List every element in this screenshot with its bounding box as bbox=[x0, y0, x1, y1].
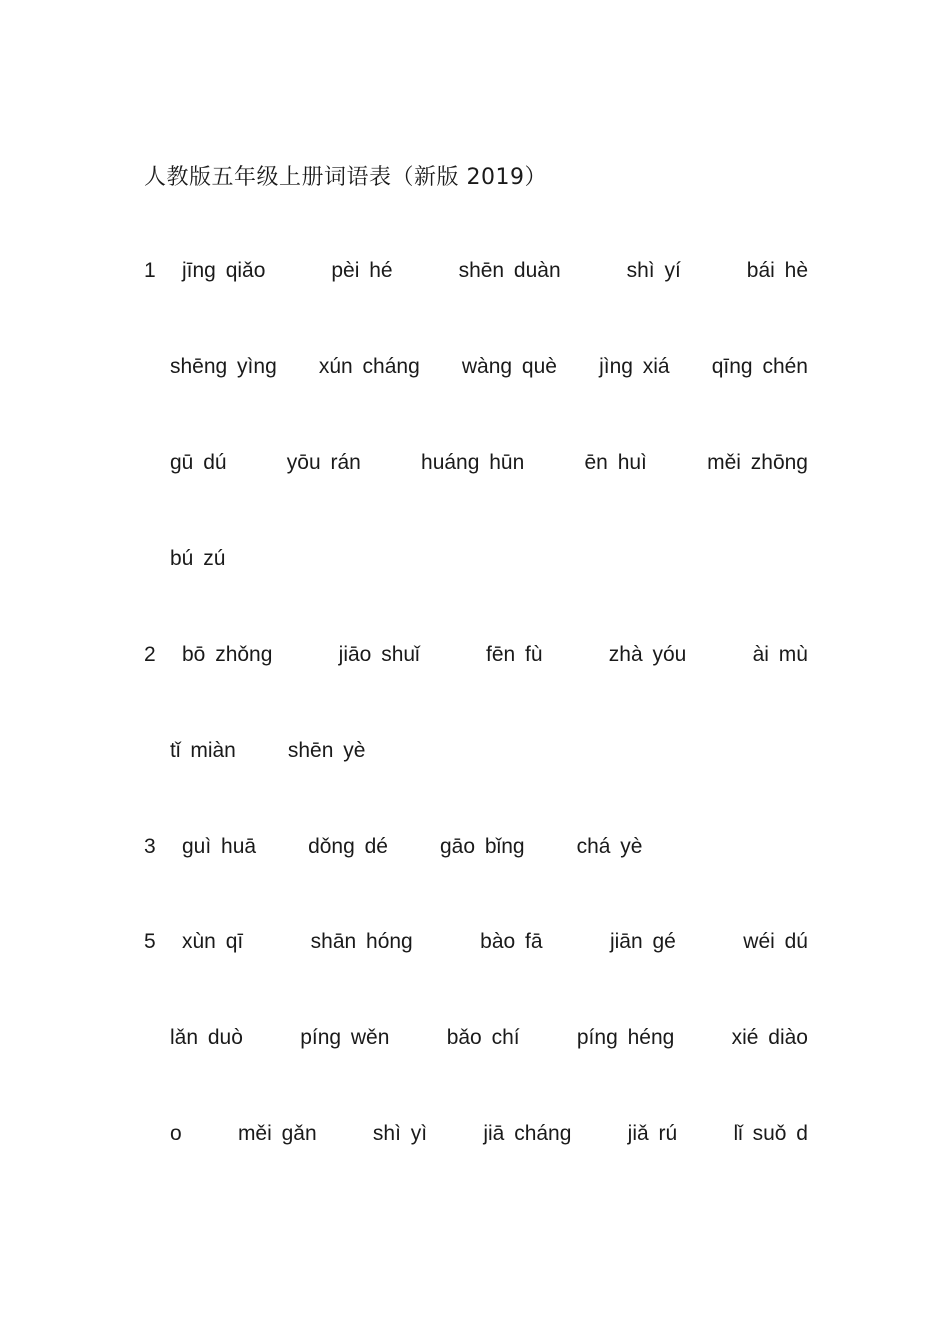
word-list bbox=[170, 547, 808, 571]
pinyin-word: shēn duàn bbox=[458, 259, 561, 282]
pinyin-word: jīng qiǎo bbox=[182, 259, 266, 282]
pinyin-word: qīng chén bbox=[711, 355, 808, 378]
vocab-line-3 bbox=[144, 835, 808, 865]
pinyin-word: píng wěn bbox=[300, 1026, 390, 1049]
pinyin-word: huáng hūn bbox=[421, 451, 525, 474]
vocab-line-continuation bbox=[144, 547, 808, 577]
pinyin-word: o bbox=[170, 1122, 182, 1145]
lesson-number: 2 bbox=[144, 643, 156, 666]
word-list bbox=[182, 835, 808, 859]
word-list bbox=[170, 1122, 808, 1146]
pinyin-word: lǎn duò bbox=[170, 1026, 243, 1049]
pinyin-word: bú zú bbox=[170, 547, 226, 570]
pinyin-word: zhà yóu bbox=[608, 643, 687, 666]
vocab-line-2 bbox=[144, 643, 808, 673]
vocab-line-continuation bbox=[144, 355, 808, 385]
pinyin-word: bǎo chí bbox=[446, 1026, 520, 1049]
pinyin-word: gū dú bbox=[170, 451, 227, 474]
vocab-line-1 bbox=[144, 259, 808, 289]
pinyin-word: píng héng bbox=[576, 1026, 675, 1049]
word-list bbox=[182, 930, 808, 954]
vocab-line-continuation bbox=[144, 1026, 808, 1056]
word-list bbox=[170, 1026, 808, 1050]
pinyin-word: fēn fù bbox=[485, 643, 543, 666]
pinyin-word: pèi hé bbox=[331, 259, 393, 282]
word-list bbox=[170, 451, 808, 475]
pinyin-word: guì huā bbox=[182, 835, 257, 858]
pinyin-word: jiā cháng bbox=[483, 1122, 572, 1145]
vocab-line-continuation bbox=[144, 451, 808, 481]
pinyin-word: jiǎ rú bbox=[627, 1122, 678, 1145]
pinyin-word: yōu rán bbox=[286, 451, 361, 474]
pinyin-word: xié diào bbox=[731, 1026, 808, 1049]
pinyin-word: shēn yè bbox=[287, 739, 366, 762]
pinyin-word: gāo bǐng bbox=[440, 835, 525, 858]
pinyin-word: shēng yìng bbox=[170, 355, 277, 378]
word-list bbox=[182, 259, 808, 283]
pinyin-word: bào fā bbox=[480, 930, 543, 953]
word-list bbox=[170, 739, 808, 763]
vocab-line-5 bbox=[144, 930, 808, 960]
page-title: 人教版五年级上册词语表（新版 2019） bbox=[144, 165, 547, 190]
pinyin-word: jìng xiá bbox=[599, 355, 670, 378]
pinyin-word: bō zhǒng bbox=[182, 643, 273, 666]
pinyin-word: měi zhōng bbox=[707, 451, 808, 474]
pinyin-word: jiāo shuǐ bbox=[338, 643, 420, 666]
word-list bbox=[182, 643, 808, 667]
vocab-line-continuation bbox=[144, 739, 808, 769]
vocab-line-continuation bbox=[144, 1122, 808, 1152]
pinyin-word: bái hè bbox=[746, 259, 808, 282]
pinyin-word: lǐ suǒ d bbox=[733, 1122, 808, 1145]
pinyin-word: jiān gé bbox=[609, 930, 676, 953]
pinyin-word: tǐ miàn bbox=[170, 739, 236, 762]
pinyin-word: ēn huì bbox=[584, 451, 647, 474]
pinyin-word: měi gǎn bbox=[237, 1122, 317, 1145]
pinyin-word: ài mù bbox=[752, 643, 808, 666]
pinyin-word: xùn qī bbox=[182, 930, 244, 953]
pinyin-word: wéi dú bbox=[743, 930, 808, 953]
pinyin-word: shān hóng bbox=[310, 930, 413, 953]
pinyin-word: xún cháng bbox=[318, 355, 420, 378]
pinyin-word: chá yè bbox=[576, 835, 643, 858]
pinyin-word: shì yì bbox=[372, 1122, 428, 1145]
pinyin-word: dǒng dé bbox=[308, 835, 388, 858]
pinyin-word: shì yí bbox=[626, 259, 681, 282]
lesson-number: 5 bbox=[144, 930, 156, 953]
lesson-number: 3 bbox=[144, 835, 156, 858]
pinyin-word: wàng què bbox=[461, 355, 557, 378]
lesson-number: 1 bbox=[144, 259, 156, 282]
word-list bbox=[170, 355, 808, 379]
